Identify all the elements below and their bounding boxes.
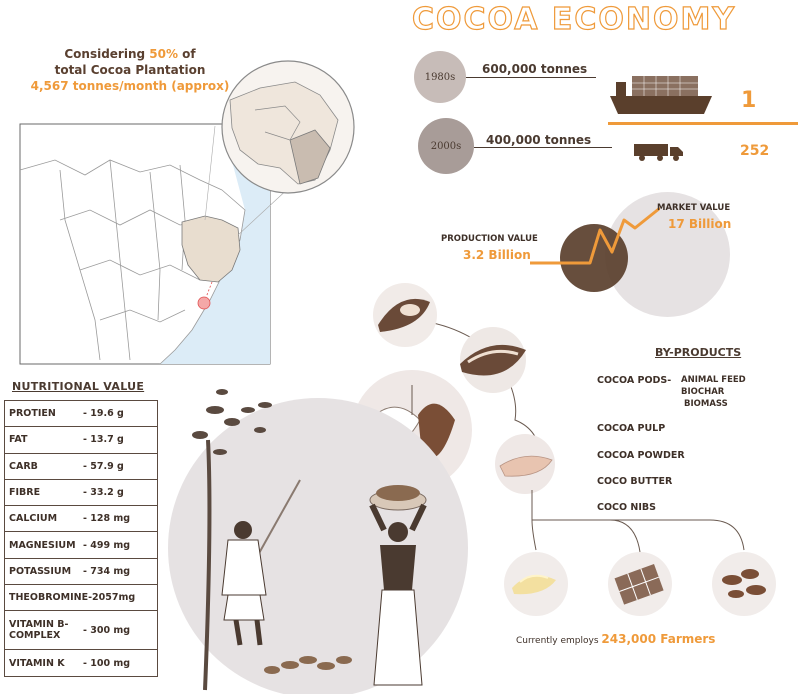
nutrient-value: - 33.2 g [83,479,158,505]
byproduct-cocoa-pods: COCOA PODS- [597,375,672,386]
byproduct-cocoa-pulp: COCOA PULP [597,423,666,434]
production-value-label: PRODUCTION VALUE [441,234,538,244]
map-caption-text: Considering [64,47,150,61]
nutrient-value: - 19.6 g [83,401,158,427]
era-1980s-line [466,77,596,78]
era-1980s-tonnes: 600,000 tonnes [482,62,588,76]
era-2000s-tonnes: 400,000 tonnes [486,133,592,147]
product-branch-lines [500,490,798,630]
table-row [5,532,158,558]
truck-icon [634,142,684,162]
table-row [5,611,158,650]
nutrient-name: VITAMIN B-COMPLEX [5,611,84,650]
nutrient-name: VITAMIN K [5,650,84,676]
nutrient-name: PROTIEN [5,401,84,427]
nutrition-table [4,400,158,677]
byproduct-coco-nibs: COCO NIBS [597,502,656,513]
nutrient-value: - 13.7 g [83,427,158,453]
page-title: COCOA ECONOMY [412,2,737,37]
market-value-amount: 17 Billion [668,217,732,231]
table-row [5,453,158,479]
table-row [5,650,158,676]
byproduct-coco-butter: COCO BUTTER [597,476,673,487]
byproduct-pods-biomass: BIOMASS [684,399,728,409]
nutrient-value: - 734 mg [83,558,158,584]
nutrient-name: CARB [5,453,84,479]
employment-count: 243,000 Farmers [601,632,716,646]
era-1980s-label: 1980s [424,71,456,83]
farmers-illustration [160,380,480,694]
nutrient-value: - 57.9 g [83,453,158,479]
nutrient-value: - 128 mg [83,506,158,532]
byproduct-pods-animal-feed: ANIMAL FEED [681,375,746,385]
nutrient-name: THEOBROMINE [9,592,89,604]
nutrient-name: MAGNESIUM [5,532,84,558]
table-row [5,585,158,611]
table-row [5,401,158,427]
nutrient-name: FAT [5,427,84,453]
employment-text [516,632,715,646]
employment-prefix: Currently employs [516,636,602,646]
brazil-map [0,60,360,375]
byproduct-pods-biochar: BIOCHAR [681,387,725,397]
truck-count: 252 [740,143,770,159]
cargo-ship-icon [608,66,713,120]
nutrient-value: -2057mg [88,592,136,604]
table-row [5,558,158,584]
ship-orange-line [608,122,798,125]
nutrient-name-value [5,585,158,611]
market-value-label: MARKET VALUE [657,203,731,213]
era-2000s-circle [418,118,474,174]
nutrient-value: - 300 mg [83,611,158,650]
map-caption-text-end: of [178,47,196,61]
map-caption-line2: total Cocoa Plantation [54,63,206,77]
table-row [5,427,158,453]
nutrient-name: POTASSIUM [5,558,84,584]
byproduct-cocoa-powder: COCOA POWDER [597,450,685,461]
nutrient-name: FIBRE [5,479,84,505]
era-2000s-label: 2000s [430,140,462,152]
era-2000s-line [474,147,612,148]
production-value-amount: 3.2 Billion [463,248,531,262]
era-1980s-circle [414,51,466,103]
map-caption-percent: 50% [149,47,178,61]
byproducts-title: BY-PRODUCTS [655,346,742,359]
map-caption-tonnes: 4,567 tonnes/month (approx) [30,79,230,93]
table-row [5,479,158,505]
nutrient-value: - 499 mg [83,532,158,558]
table-row [5,506,158,532]
nutrition-title: NUTRITIONAL VALUE [12,380,145,393]
nutrient-name: CALCIUM [5,506,84,532]
ship-count: 1 [741,88,757,113]
nutrient-value: - 100 mg [83,650,158,676]
